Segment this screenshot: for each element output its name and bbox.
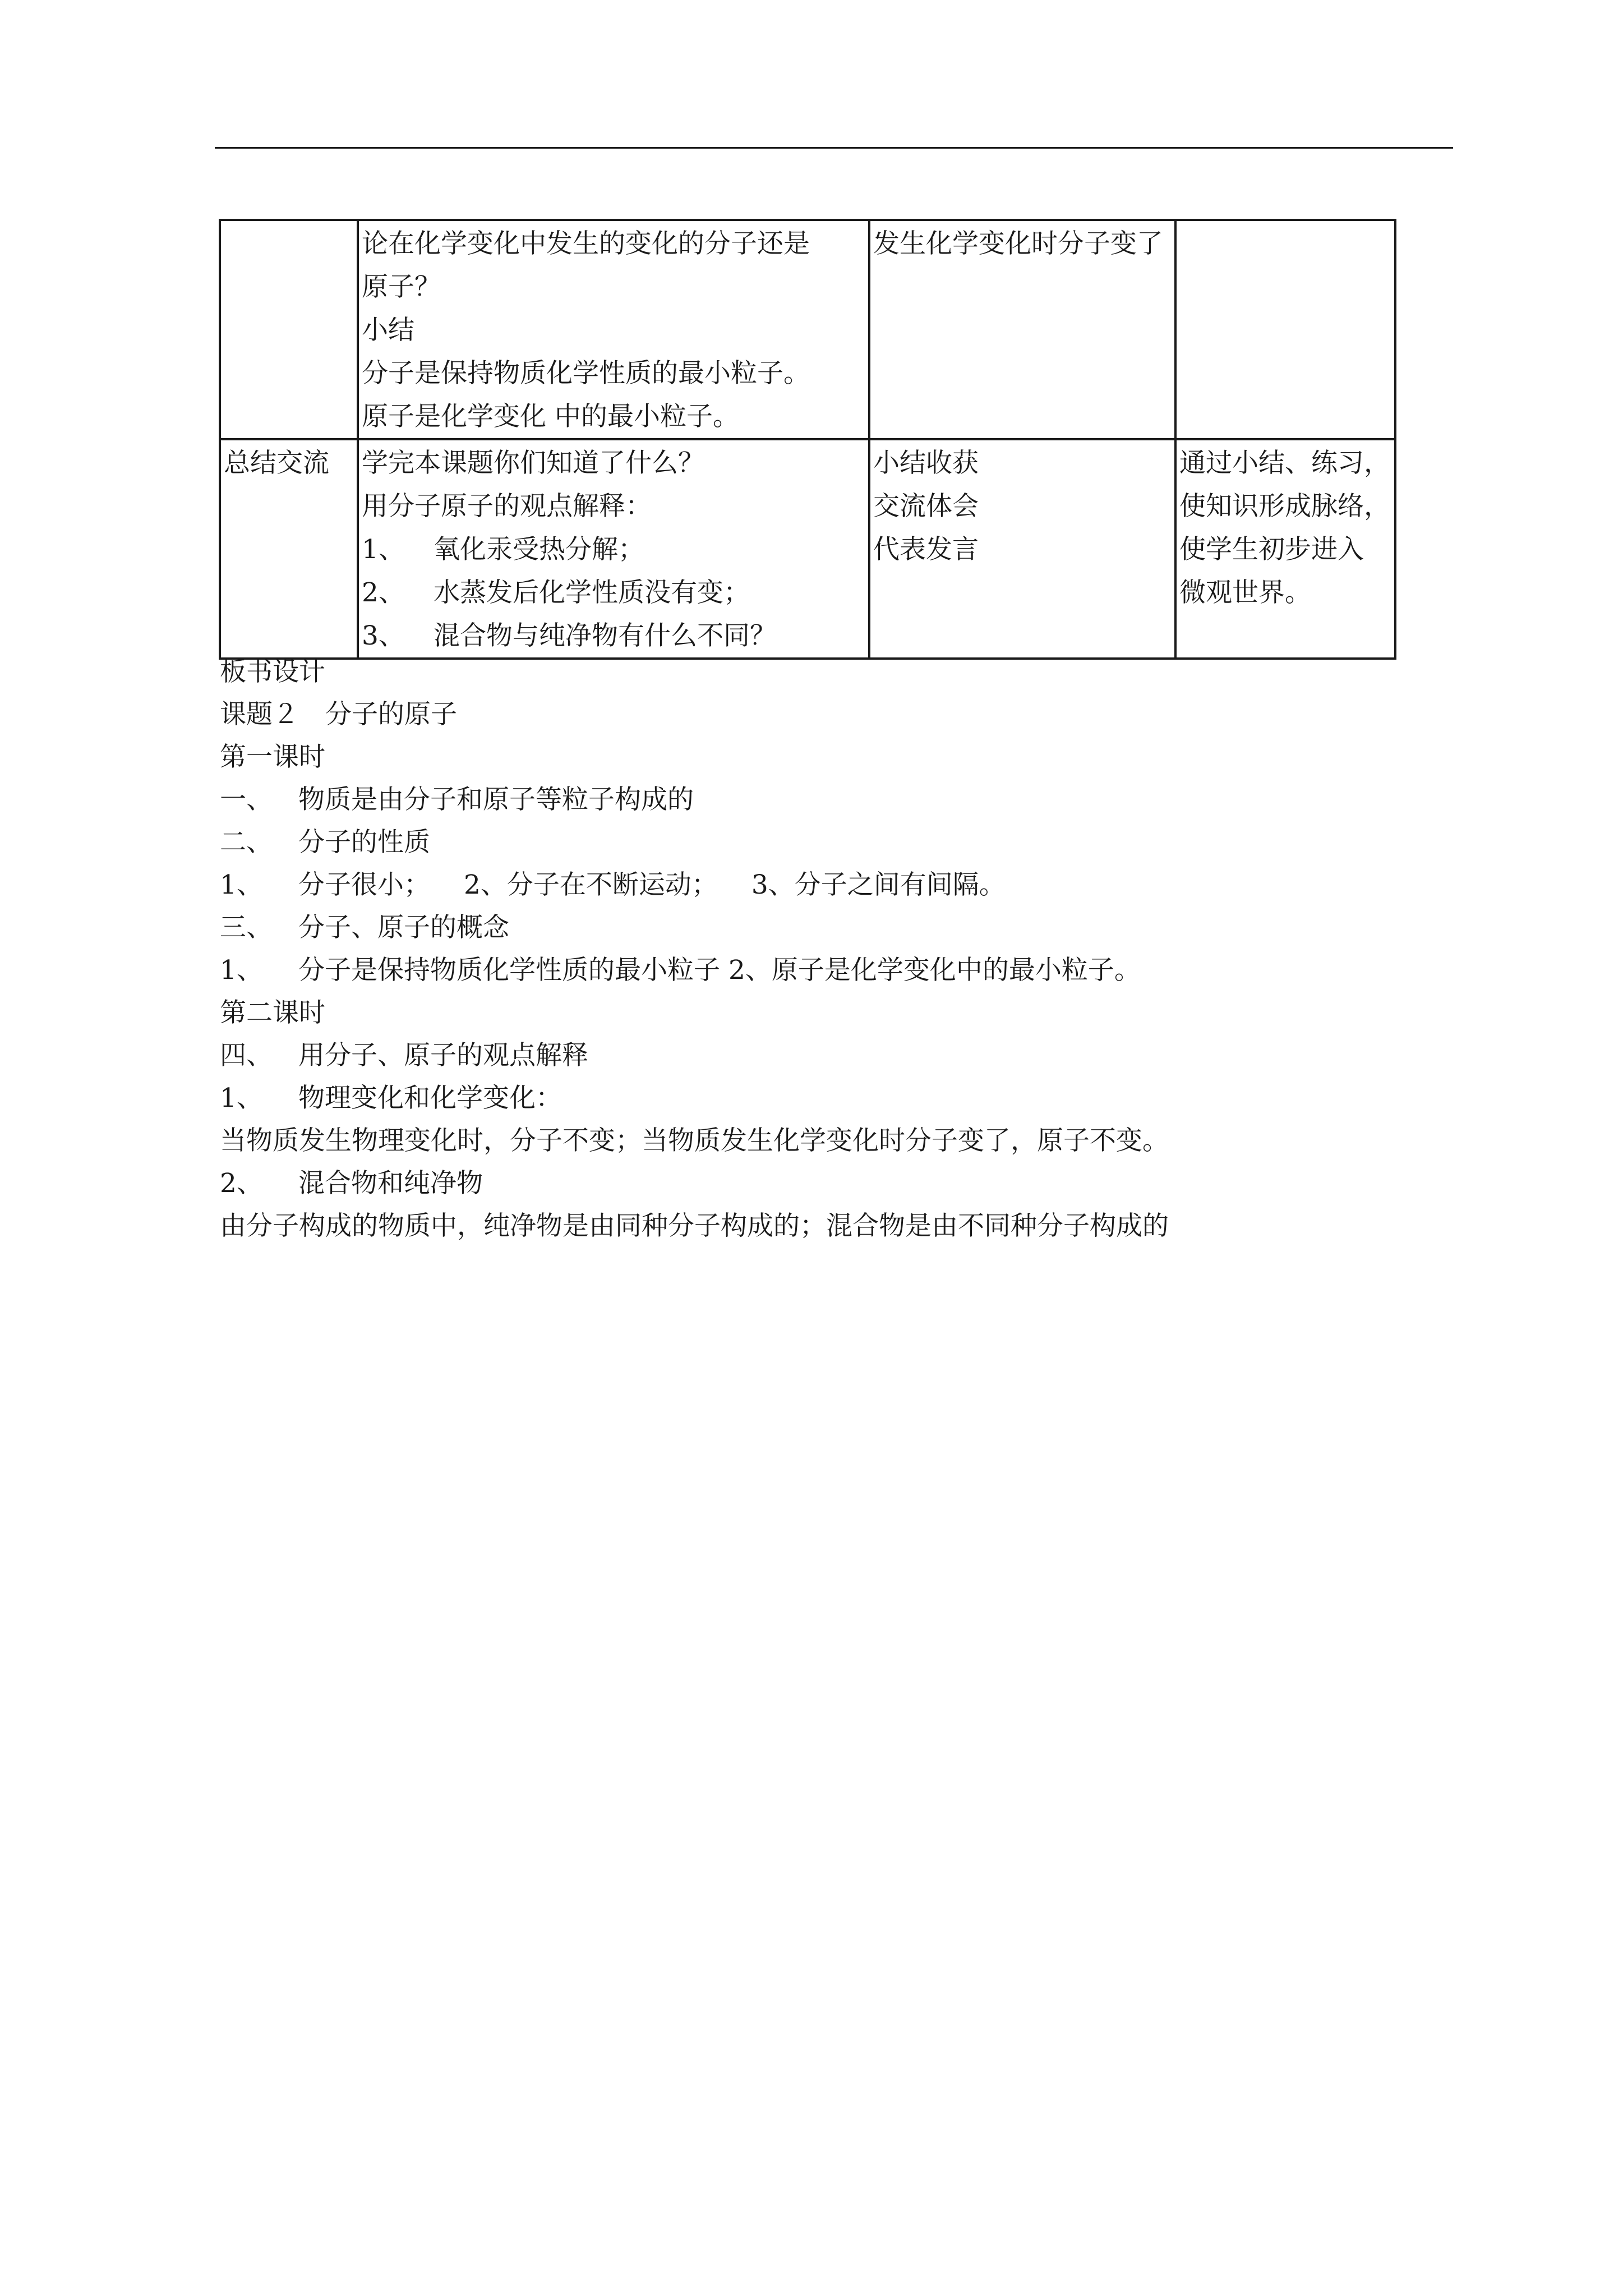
text-line: 代表发言 [873, 534, 979, 565]
header-rule [215, 147, 1453, 149]
text-line: 原子是化学变化 中的最小粒子。 [362, 401, 739, 432]
text-line: 微观世界。 [1179, 577, 1311, 608]
table-row [220, 439, 1395, 659]
section-heading: 一、 物质是由分子和原子等粒子构成的 [220, 784, 694, 815]
student-activity-text: 发生化学变化时分子变了 [873, 228, 1163, 259]
list-item: 2、 水蒸发后化学性质没有变； [362, 577, 750, 608]
paragraph: 当物质发生物理变化时，分子不变；当物质发生化学变化时分子变了，原子不变。 [220, 1125, 1169, 1156]
lesson-plan-table [219, 219, 1396, 660]
text-line: 分子是保持物质化学性质的最小粒子。 [362, 358, 810, 389]
list-item: 1、 物理变化和化学变化： [220, 1083, 562, 1114]
text-line: 小结收获 [873, 448, 979, 478]
section-heading: 二、 分子的性质 [220, 827, 430, 858]
stage-cell [220, 439, 358, 659]
board-heading: 板书设计 [220, 656, 325, 687]
text-line: 使学生初步进入 [1179, 534, 1364, 565]
text-line: 使知识形成脉络， [1179, 491, 1390, 522]
section-heading: 四、 用分子、原子的观点解释 [220, 1040, 588, 1071]
student-activity-cell [869, 220, 1175, 439]
list-item: 3、 混合物与纯净物有什么不同？ [362, 620, 776, 651]
stage-label: 总结交流 [224, 448, 329, 478]
text-line: 论在化学变化中发生的变化的分子还是 [362, 228, 810, 259]
period-label: 第一课时 [220, 742, 325, 772]
text-line: 学完本课题你们知道了什么？ [362, 448, 704, 478]
design-intent-cell [1175, 220, 1395, 439]
list-item: 1、 分子是保持物质化学性质的最小粒子 2、原子是化学变化中的最小粒子。 [220, 955, 1141, 986]
stage-cell [220, 220, 358, 439]
text-line: 小结 [362, 315, 414, 346]
design-intent-cell [1175, 439, 1395, 659]
list-item: 1、 分子很小； 2、分子在不断运动； 3、分子之间有间隔。 [220, 869, 1006, 900]
text-line: 交流体会 [873, 491, 979, 522]
paragraph: 由分子构成的物质中，纯净物是由同种分子构成的；混合物是由不同种分子构成的 [220, 1211, 1169, 1241]
teacher-activity-cell [358, 220, 869, 439]
text-line: 用分子原子的观点解释： [362, 491, 652, 522]
table-row [220, 220, 1395, 439]
list-item: 2、 混合物和纯净物 [220, 1168, 483, 1199]
section-heading: 三、 分子、原子的概念 [220, 912, 509, 943]
text-line: 原子？ [362, 272, 441, 302]
student-activity-cell [869, 439, 1175, 659]
list-item: 1、 氧化汞受热分解； [362, 534, 644, 565]
board-design-section [220, 651, 1398, 1248]
teacher-activity-cell [358, 439, 869, 659]
period-label: 第二课时 [220, 997, 325, 1028]
text-line: 通过小结、练习， [1179, 448, 1390, 478]
topic-title: 课题２ 分子的原子 [220, 699, 457, 730]
